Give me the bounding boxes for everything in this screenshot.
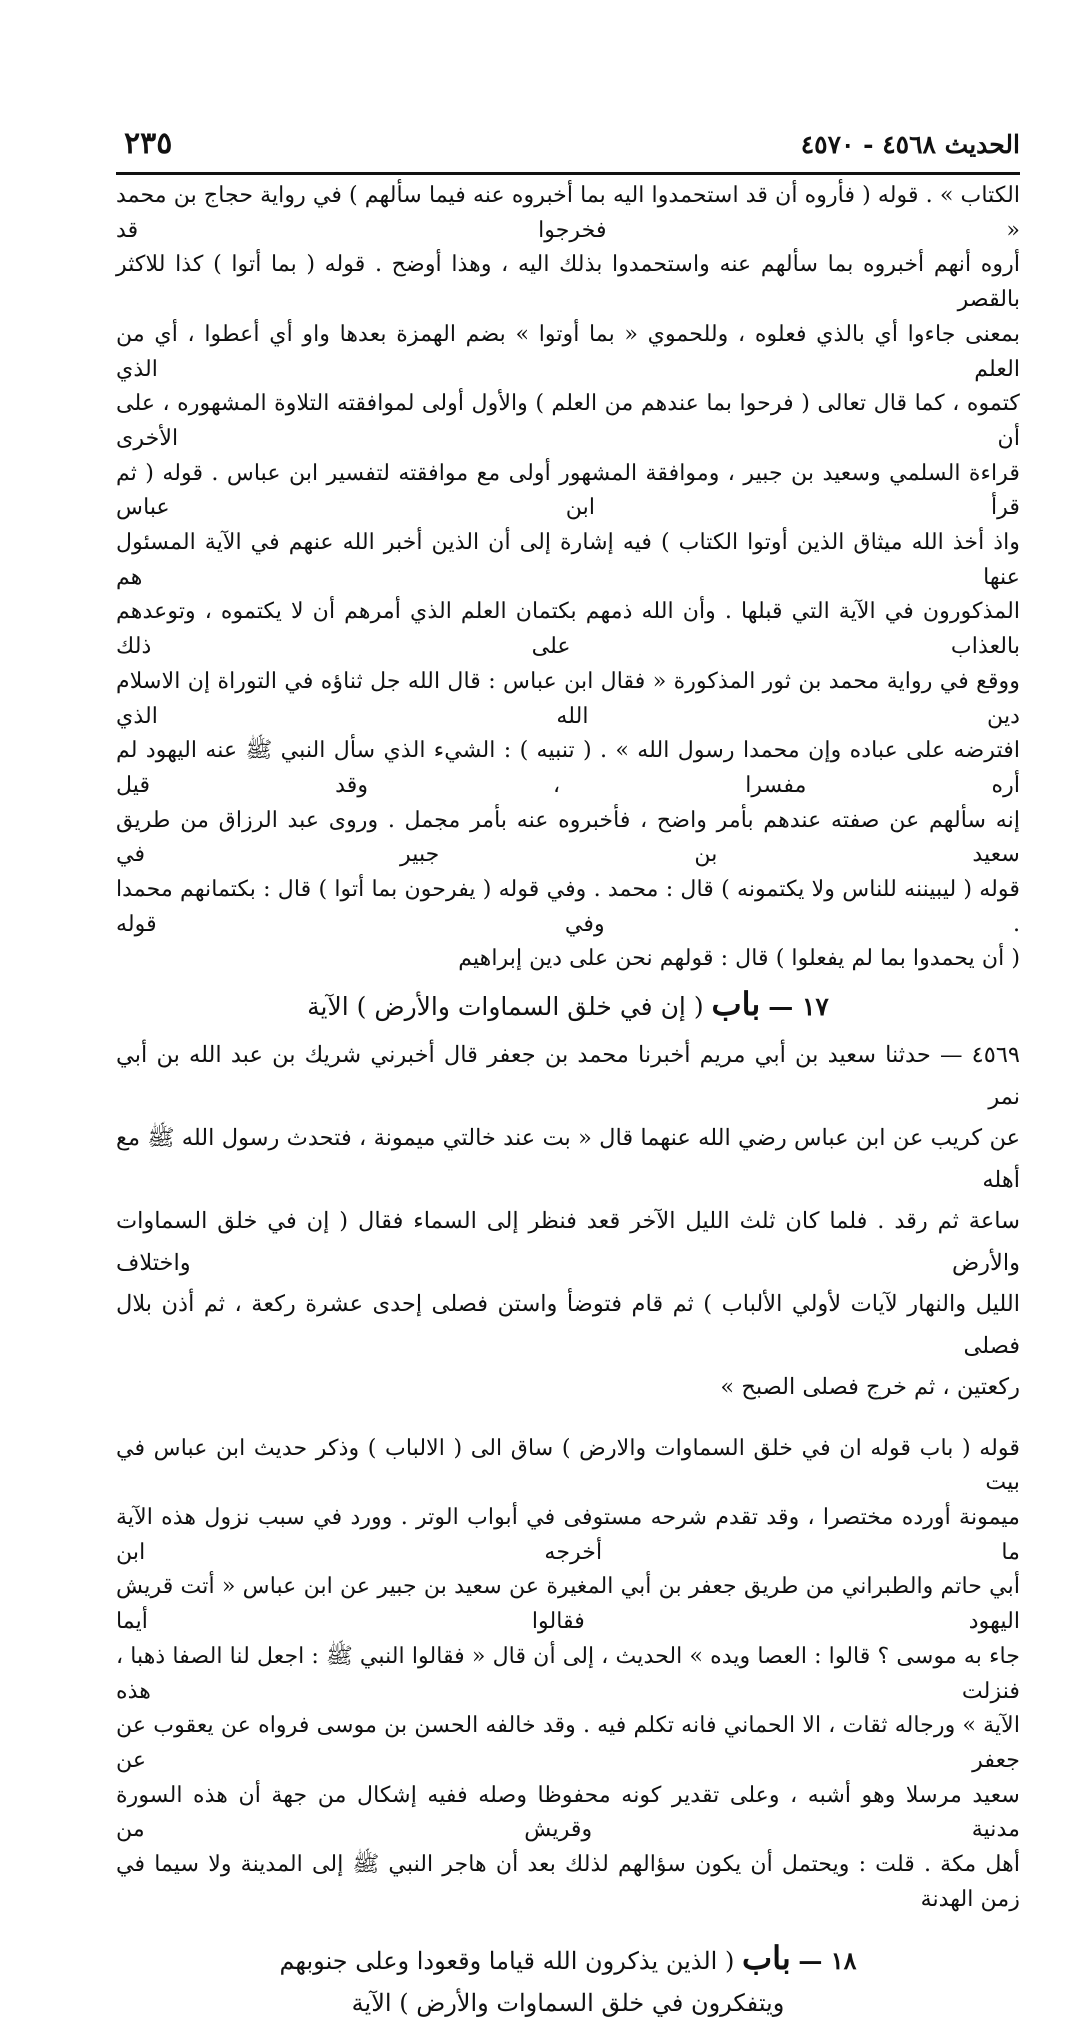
bab-label: باب (741, 1938, 791, 1977)
text-line: أروه أنهم أخبروه بما سألهم عنه واستحمدوا بذلك اليه ، وهذا أوضح . قوله ( بما أتوا ) كذا للاكثر بالقصر (116, 251, 1020, 313)
hadith-line: ٤٥٦٩ — حدثنا سعيد بن أبي مريم أخبرنا محمد بن جعفر قال أخبرني شريك بن عبد الله بن أبي نمر (116, 1042, 1020, 1110)
text-line: الآية » ورجاله ثقات ، الا الحماني فانه تكلم فيه . وقد خالفه الحسن بن موسى فرواه عن يعقوب عن جعفر عن (116, 1712, 1020, 1773)
text-line: ( أن يحمدوا بما لم يفعلوا ) قال : قولهم نحن على دين إبراهيم (458, 945, 1020, 972)
chapter-heading-18 (116, 1937, 1020, 2024)
commentary-block-2 (116, 1431, 1020, 1917)
text-line: جاء به موسى ؟ قالوا : العصا ويده » الحديث ، إلى أن قال « فقالوا النبي ﷺ : اجعل لنا الصفا ذهبا ، فنزلت هذه (116, 1642, 1020, 1704)
text-line: قوله ( ليبيننه للناس ولا يكتمونه ) قال : محمد . وفي قوله ( يفرحون بما أتوا ) قال : بكتمانهم محمدا . وفي قوله (116, 876, 1020, 937)
text-line: إنه سألهم عن صفته عندهم بأمر واضح ، فأخبروه عنه بأمر مجمل . وروى عبد الرزاق من طريق سعيد بن جبير في (116, 806, 1020, 868)
text-line: الكتاب » . قوله ( فأروه أن قد استحمدوا اليه بما أخبروه عنه فيما سألهم ) في رواية حجاج بن محمد « فخرجوا قد (116, 182, 1020, 243)
text-line: واذ أخذ الله ميثاق الذين أوتوا الكتاب ) فيه إشارة إلى أن الذين أخبر الله عنهم في الآية المسئول عنها هم (116, 529, 1020, 590)
chapter-number: ١٧ — (768, 992, 829, 1022)
page-number: ٢٣٥ (124, 126, 173, 161)
page-header (116, 122, 1020, 175)
text-line: قراءة السلمي وسعيد بن جبير ، وموافقة المشهور أولى مع موافقته لتفسير ابن عباس . قوله ( ثم قرأ ابن عباس (116, 459, 1020, 521)
hadith-line: الليل والنهار لآيات لأولي الألباب ) ثم قام فتوضأ واستن فصلى إحدى عشرة ركعة ، ثم أذن بلال فصلى (116, 1291, 1020, 1359)
text-line: افترضه على عباده وإن محمدا رسول الله » . ( تنبيه ) : الشيء الذي سأل النبي ﷺ عنه اليهود لم أره مفسرا ، وقد قيل (116, 737, 1020, 798)
text-line: ميمونة أورده مختصرا ، وقد تقدم شرحه مستوفى في أبواب الوتر . وورد في سبب نزول هذه الآية ما أخرجه ابن (116, 1504, 1020, 1565)
page-body (116, 178, 1020, 2024)
text-line: سعيد مرسلا وهو أشبه ، وعلى تقدير كونه محفوظا وصله ففيه إشكال من جهة أن هذه السورة مدنية وقريش من (116, 1781, 1020, 1843)
chapter-number: ١٨ — (798, 1945, 857, 1975)
hadith-line: عن كريب عن ابن عباس رضي الله عنهما قال « بت عند خالتي ميمونة ، فتحدث رسول الله ﷺ مع أهله (116, 1125, 1020, 1193)
chapter-title-line-1: ( الذين يذكرون الله قياما وقعودا وعلى جنوبهم (279, 1946, 735, 1975)
chapter-heading-line (116, 1937, 1020, 1982)
chapter-heading-17 (116, 982, 1020, 1029)
hadith-line: ساعة ثم رقد . فلما كان ثلث الليل الآخر قعد فنظر إلى السماء فقال ( إن في خلق السماوات والأرض واختلاف (116, 1208, 1020, 1276)
text-line: كتموه ، كما قال تعالى ( فرحوا بما عندهم من العلم ) والأول أولى لموافقته التلاوة المشهوره ، على أن الأخرى (116, 390, 1020, 451)
chapter-title-line-2: ويتفكرون في خلق السماوات والأرض ) الآية (351, 1988, 785, 2017)
text-line: بمعنى جاءوا أي بالذي فعلوه ، وللحموي « بما أوتوا » بضم الهمزة بعدها واو أي أعطوا ، أي من العلم الذي (116, 320, 1020, 382)
text-line: قوله ( باب قوله ان في خلق السماوات والارض ) ساق الى ( الالباب ) وذكر حديث ابن عباس في بيت (116, 1434, 1020, 1496)
chapter-title: ( إن في خلق السماوات والأرض ) الآية (307, 992, 704, 1022)
text-line: المذكورون في الآية التي قبلها . وأن الله ذمهم بكتمان العلم الذي أمرهم أن لا يكتموه ، وتوعدهم بالعذاب على ذلك (116, 598, 1020, 660)
hadith-text (116, 1035, 1020, 1409)
bab-label: باب (711, 985, 761, 1024)
commentary-block-1 (116, 178, 1020, 976)
text-line: ووقع في رواية محمد بن ثور المذكورة « فقال ابن عباس : قال الله جل ثناؤه في التوراة إن الاسلام دين الله الذي (116, 667, 1020, 729)
hadith-line: ركعتين ، ثم خرج فصلى الصبح » (720, 1374, 1020, 1401)
text-line: أهل مكة . قلت : ويحتمل أن يكون سؤالهم لذلك بعد أن هاجر النبي ﷺ إلى المدينة ولا سيما في زمن الهدنة (116, 1851, 1020, 1912)
text-line: أبي حاتم والطبراني من طريق جعفر بن أبي المغيرة عن سعيد بن جبير عن ابن عباس « أتت قريش اليهود فقالوا أيما (116, 1573, 1020, 1635)
running-title: الحديث ٤٥٦٨ - ٤٥٧٠ (800, 130, 1020, 159)
